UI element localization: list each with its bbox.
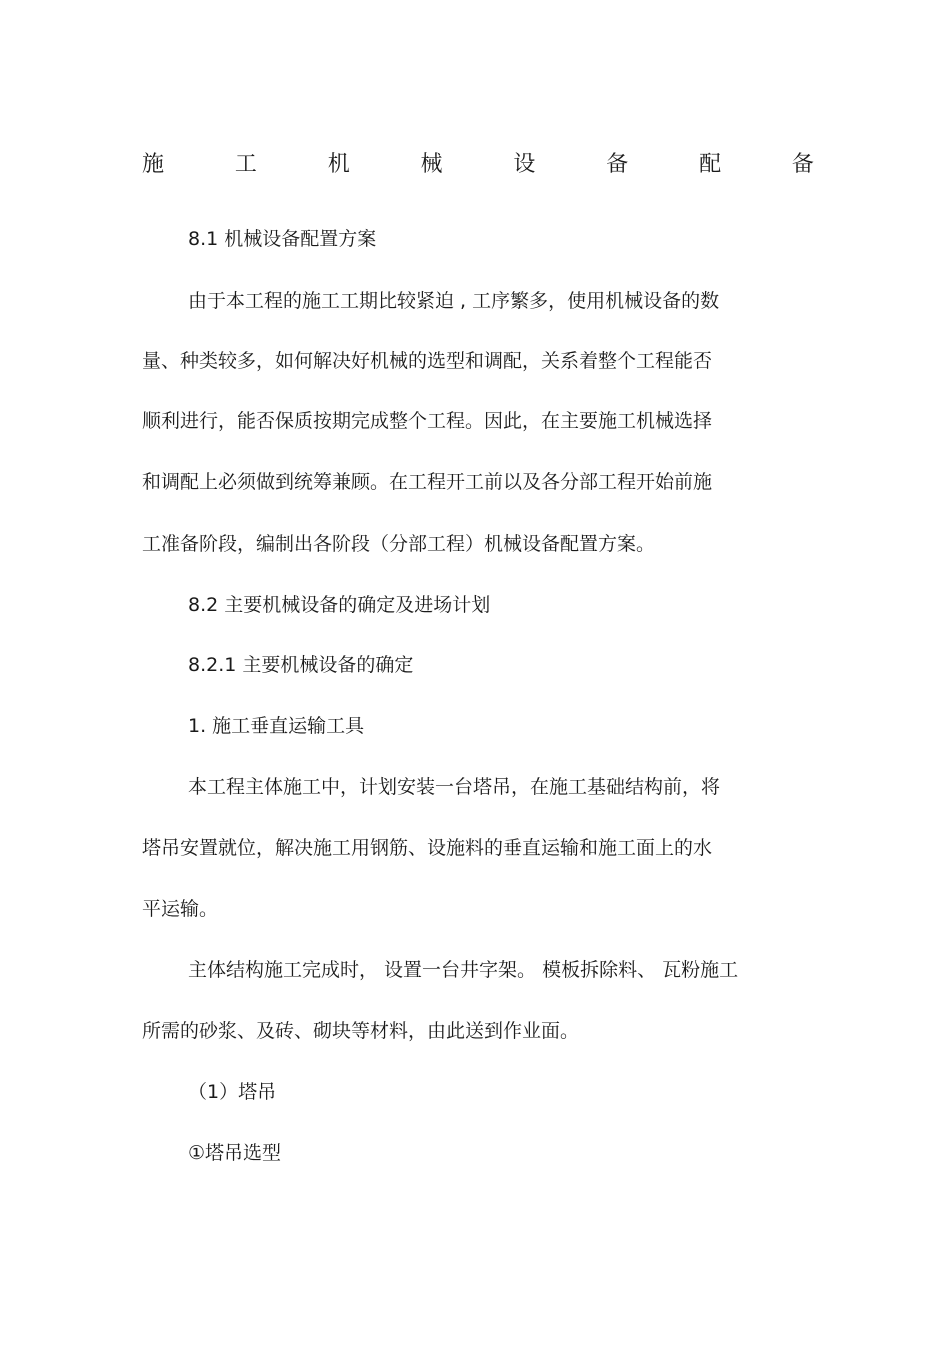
title-char: 工 bbox=[234, 152, 257, 177]
paragraph-line: 和调配上必须做到统筹兼顾。在工程开工前以及各分部工程开始前施 bbox=[142, 471, 713, 493]
subheading-tower-crane: （1）塔吊 bbox=[188, 1081, 277, 1103]
list-heading: 1. 施工垂直运输工具 bbox=[188, 715, 365, 737]
title-char: 设 bbox=[513, 152, 536, 177]
paragraph-line: 工准备阶段，编制出各阶段（分部工程）机械设备配置方案。 bbox=[142, 533, 656, 555]
title-char: 备 bbox=[606, 152, 629, 177]
document-title bbox=[142, 148, 814, 182]
paragraph-line: 顺利进行，能否保质按期完成整个工程。因此，在主要施工机械选择 bbox=[142, 410, 713, 432]
title-char: 机 bbox=[327, 152, 350, 177]
section-heading-8-2-1: 8.2.1 主要机械设备的确定 bbox=[188, 654, 414, 676]
paragraph-line: 平运输。 bbox=[142, 898, 219, 920]
paragraph-line: 所需的砂浆、及砖、砌块等材料，由此送到作业面。 bbox=[142, 1020, 580, 1042]
title-char: 配 bbox=[699, 152, 722, 177]
subheading-crane-selection: ①塔吊选型 bbox=[188, 1142, 282, 1164]
title-char: 备 bbox=[791, 152, 814, 177]
section-heading-8-1: 8.1 机械设备配置方案 bbox=[188, 228, 377, 250]
paragraph-line: 主体结构施工完成时， 设置一台井字架。 模板拆除料、 瓦粉施工 bbox=[188, 959, 739, 981]
paragraph-line: 塔吊安置就位，解决施工用钢筋、设施料的垂直运输和施工面上的水 bbox=[142, 837, 713, 859]
title-char: 施 bbox=[142, 152, 165, 177]
title-char: 械 bbox=[420, 152, 443, 177]
paragraph-line: 量、种类较多，如何解决好机械的选型和调配，关系着整个工程能否 bbox=[142, 350, 713, 372]
section-heading-8-2: 8.2 主要机械设备的确定及进场计划 bbox=[188, 594, 491, 616]
paragraph-line: 由于本工程的施工工期比较紧迫 , 工序繁多，使用机械设备的数 bbox=[188, 290, 720, 312]
paragraph-line: 本工程主体施工中，计划安装一台塔吊，在施工基础结构前，将 bbox=[188, 776, 721, 798]
